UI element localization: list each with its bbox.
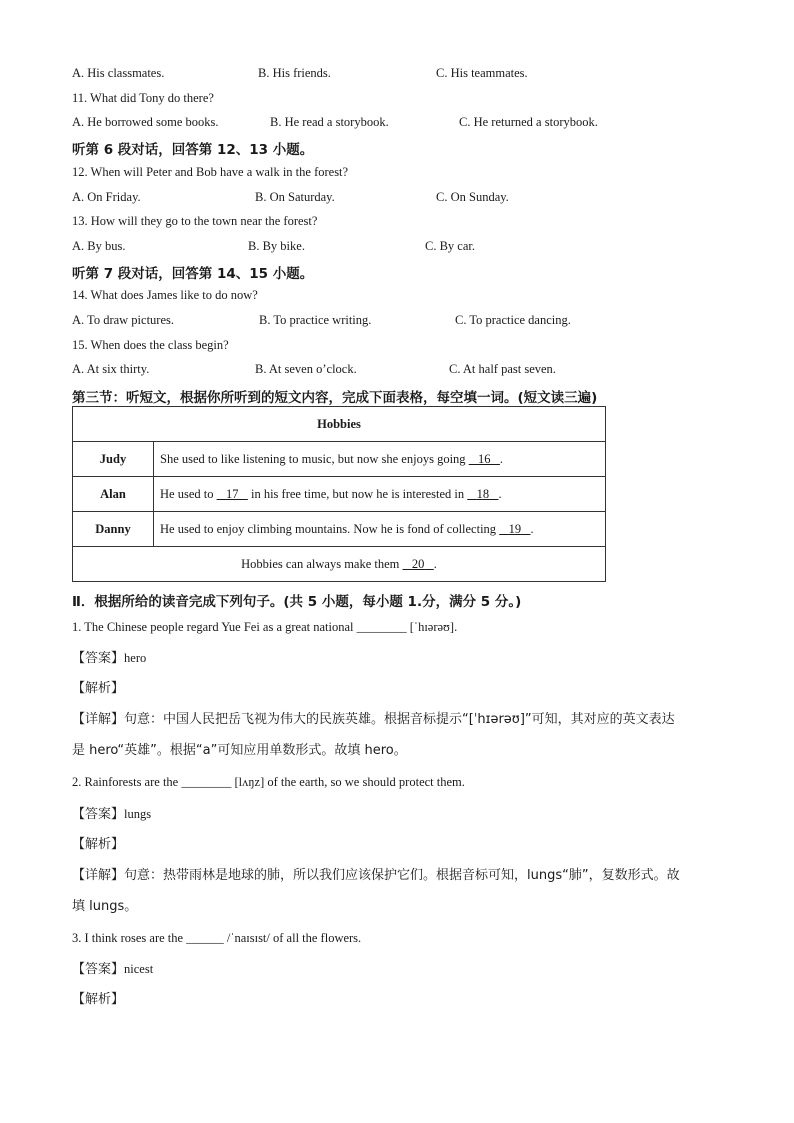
q10-option-a: A. His classmates. — [72, 66, 165, 80]
item1-answer: 【答案】hero — [72, 651, 147, 666]
item2-detail-line2: 填 lungs。 — [72, 899, 138, 914]
item3-answer: 【答案】nicest — [72, 962, 154, 977]
q15-option-c: C. At half past seven. — [449, 362, 556, 376]
blank-20: 20 — [411, 556, 425, 571]
q14-question: 14. What does James like to do now? — [72, 288, 258, 302]
item2-detail-line1: 【详解】句意：热带雨林是地球的肺，所以我们应该保护它们。根据音标可知，lungs“肺”，复数形式。故 — [72, 868, 680, 883]
q12-question: 12. When will Peter and Bob have a walk in the forest? — [72, 165, 349, 179]
q10-option-c: C. His teammates. — [436, 66, 528, 80]
row-name: Alan — [73, 477, 154, 512]
table-title: Hobbies — [73, 407, 606, 442]
q11-option-b: B. He read a storybook. — [270, 115, 389, 129]
q12-option-b: B. On Saturday. — [255, 190, 335, 204]
q15-option-a: A. At six thirty. — [72, 362, 150, 376]
q11-question: 11. What did Tony do there? — [72, 91, 214, 105]
blank-18: 18 — [476, 486, 490, 501]
q14-option-c: C. To practice dancing. — [455, 313, 571, 327]
item2-question: 2. Rainforests are the ________ [lʌŋz] of the earth, so we should protect them. — [72, 775, 465, 789]
q14-option-a: A. To draw pictures. — [72, 313, 174, 327]
q11-option-c: C. He returned a storybook. — [459, 115, 598, 129]
q14-option-b: B. To practice writing. — [259, 313, 372, 327]
q13-option-c: C. By car. — [425, 239, 475, 253]
row-name: Judy — [73, 442, 154, 477]
blank-17: 17 — [225, 486, 239, 501]
q12-option-a: A. On Friday. — [72, 190, 141, 204]
item1-question: 1. The Chinese people regard Yue Fei as a great national ________ [ˈhɪərəʊ]. — [72, 620, 458, 634]
item1-analysis-tag: 【解析】 — [72, 681, 125, 696]
q13-question: 13. How will they go to the town near the forest? — [72, 214, 318, 228]
section6-heading: 听第 6 段对话，回答第 12、13 小题。 — [72, 142, 314, 158]
item1-detail-line2: 是 hero“英雄”。根据“a”可知应用单数形式。故填 hero。 — [72, 743, 407, 758]
item3-question: 3. I think roses are the ______ /ˈnaɪsɪst/ of all the flowers. — [72, 931, 362, 945]
item1-detail-line1: 【详解】句意：中国人民把岳飞视为伟大的民族英雄。根据音标提示“[ˈhɪərəʊ]”可知，其对应的英文表达 — [72, 712, 675, 727]
table-footer: Hobbies can always make them 20 . — [73, 547, 606, 582]
blank-16: 16 — [478, 451, 491, 466]
q12-option-c: C. On Sunday. — [436, 190, 509, 204]
item2-answer: 【答案】lungs — [72, 807, 152, 822]
row-text: She used to like listening to music, but now she enjoys going 16 . — [154, 442, 606, 477]
q10-option-b: B. His friends. — [258, 66, 331, 80]
q15-question: 15. When does the class begin? — [72, 338, 229, 352]
item3-analysis-tag: 【解析】 — [72, 992, 125, 1007]
part2-heading: Ⅱ．根据所给的读音完成下列句子。(共 5 小题，每小题 1.分，满分 5 分。) — [72, 594, 522, 610]
row-text: He used to 17 in his free time, but now he is interested in 18 . — [154, 477, 606, 512]
row-name: Danny — [73, 512, 154, 547]
section3-heading: 第三节：听短文，根据你所听到的短文内容，完成下面表格，每空填一词。(短文读三遍) — [72, 390, 598, 406]
q11-option-a: A. He borrowed some books. — [72, 115, 219, 129]
row-text: He used to enjoy climbing mountains. Now he is fond of collecting 19 . — [154, 512, 606, 547]
q15-option-b: B. At seven o’clock. — [255, 362, 357, 376]
table-row-judy — [73, 442, 606, 477]
q13-option-b: B. By bike. — [248, 239, 305, 253]
section7-heading: 听第 7 段对话，回答第 14、15 小题。 — [72, 266, 314, 282]
q13-option-a: A. By bus. — [72, 239, 126, 253]
table-row-danny — [73, 512, 606, 547]
blank-19: 19 — [508, 521, 522, 536]
item2-analysis-tag: 【解析】 — [72, 837, 125, 852]
hobbies-table — [72, 406, 606, 582]
table-row-alan — [73, 477, 606, 512]
